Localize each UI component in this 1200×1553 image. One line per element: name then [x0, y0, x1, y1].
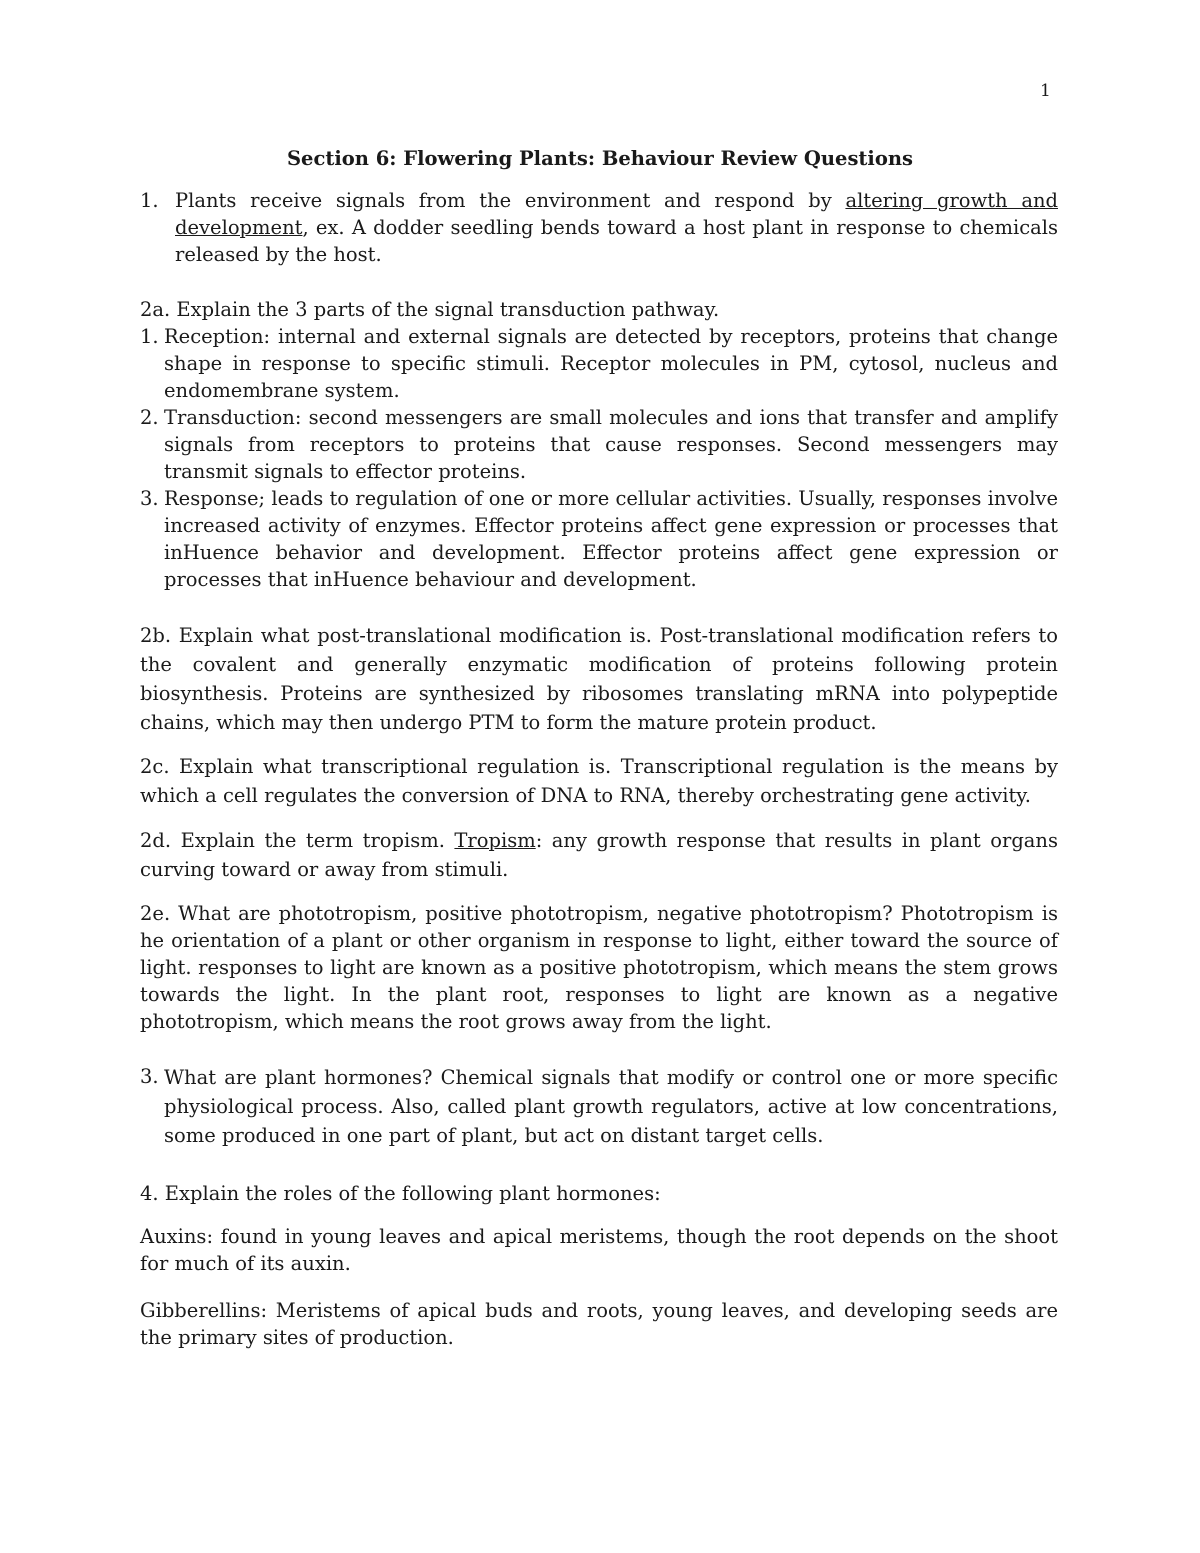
question-1-underlined: altering growth and development [175, 189, 1058, 239]
question-1 [140, 187, 1058, 268]
question-2d-pre: 2d. Explain the term tropism. [140, 829, 455, 852]
gibberellins-answer: Gibberellins: Meristems of apical buds and roots, young leaves, and developing seeds are the primary sites of production. [140, 1299, 1058, 1349]
q2a-item-1-number: 1. [140, 325, 159, 348]
q2a-item-3-number: 3. [140, 487, 159, 510]
page-number: 1 [1040, 81, 1051, 101]
question-3 [140, 1063, 1058, 1150]
question-1-pre: Plants receive signals from the environment and respond by [175, 189, 846, 212]
tropism-term: Tropism [454, 829, 536, 852]
question-3-text: What are plant hormones? Chemical signals that modify or control one or more specific physiological process. Also, called plant growth regulators, active at low concentrations, some produced in one part of plant, but act on distant target cells. [164, 1066, 1058, 1147]
question-3-number: 3. [140, 1065, 159, 1088]
question-1-number: 1. [140, 189, 159, 212]
question-2c: 2c. Explain what transcriptional regulation is. Transcriptional regulation is the means by which a cell regulates the conversion of DNA to RNA, thereby orchestrating gene activity. [140, 755, 1058, 807]
q2a-item-1-text: Reception: internal and external signals are detected by receptors, proteins that change shape in response to specific stimuli. Receptor molecules in PM, cytosol, nucleus and endomembrane system. [164, 325, 1058, 402]
question-1-text [175, 187, 1058, 268]
q2a-item-reception [140, 323, 1058, 404]
q2a-item-response [140, 485, 1058, 593]
q2a-item-2-number: 2. [140, 406, 159, 429]
question-2b: 2b. Explain what post-translational modification is. Post-translational modification refers to the covalent and generally enzymatic modification of proteins following protein biosynthesis. Proteins are synthesized by ribosomes translating mRNA into polypeptide chains, which may then undergo PTM to form the mature protein product. [140, 624, 1058, 734]
question-2a-heading: 2a. Explain the 3 parts of the signal transduction pathway. [140, 298, 720, 321]
auxins-answer: Auxins: found in young leaves and apical meristems, though the root depends on the shoot for much of its auxin. [140, 1225, 1058, 1275]
question-2e: 2e. What are phototropism, positive phototropism, negative phototropism? Phototropism is he orientation of a plant or other organism in response to light, either toward the source of light. responses to light are known as a positive phototropism, which means the stem grows towards the light. In the plant root, responses to light are known as a negative phototropism, which means the root grows away from the light. [140, 902, 1058, 1033]
question-4-heading: 4. Explain the roles of the following plant hormones: [140, 1182, 661, 1205]
q2a-item-3-text: Response; leads to regulation of one or more cellular activities. Usually, responses involve increased activity of enzymes. Effector proteins affect gene expression or processes that inHuence behavior and development. Effector proteins affect gene expression or processes that inHuence behaviour and development. [164, 487, 1058, 591]
q2a-item-2-text: Transduction: second messengers are small molecules and ions that transfer and amplify signals from receptors to proteins that cause responses. Second messengers may transmit signals to effector proteins. [164, 406, 1058, 483]
page-title: Section 6: Flowering Plants: Behaviour Review Questions [286, 147, 914, 170]
question-2d-post: : any growth response that results in plant organs curving toward or away from stimuli. [140, 829, 1058, 881]
question-2d [140, 826, 1058, 884]
question-1-post: , ex. A dodder seedling bends toward a host plant in response to chemicals released by the host. [175, 216, 1058, 266]
q2a-item-transduction [140, 404, 1058, 485]
